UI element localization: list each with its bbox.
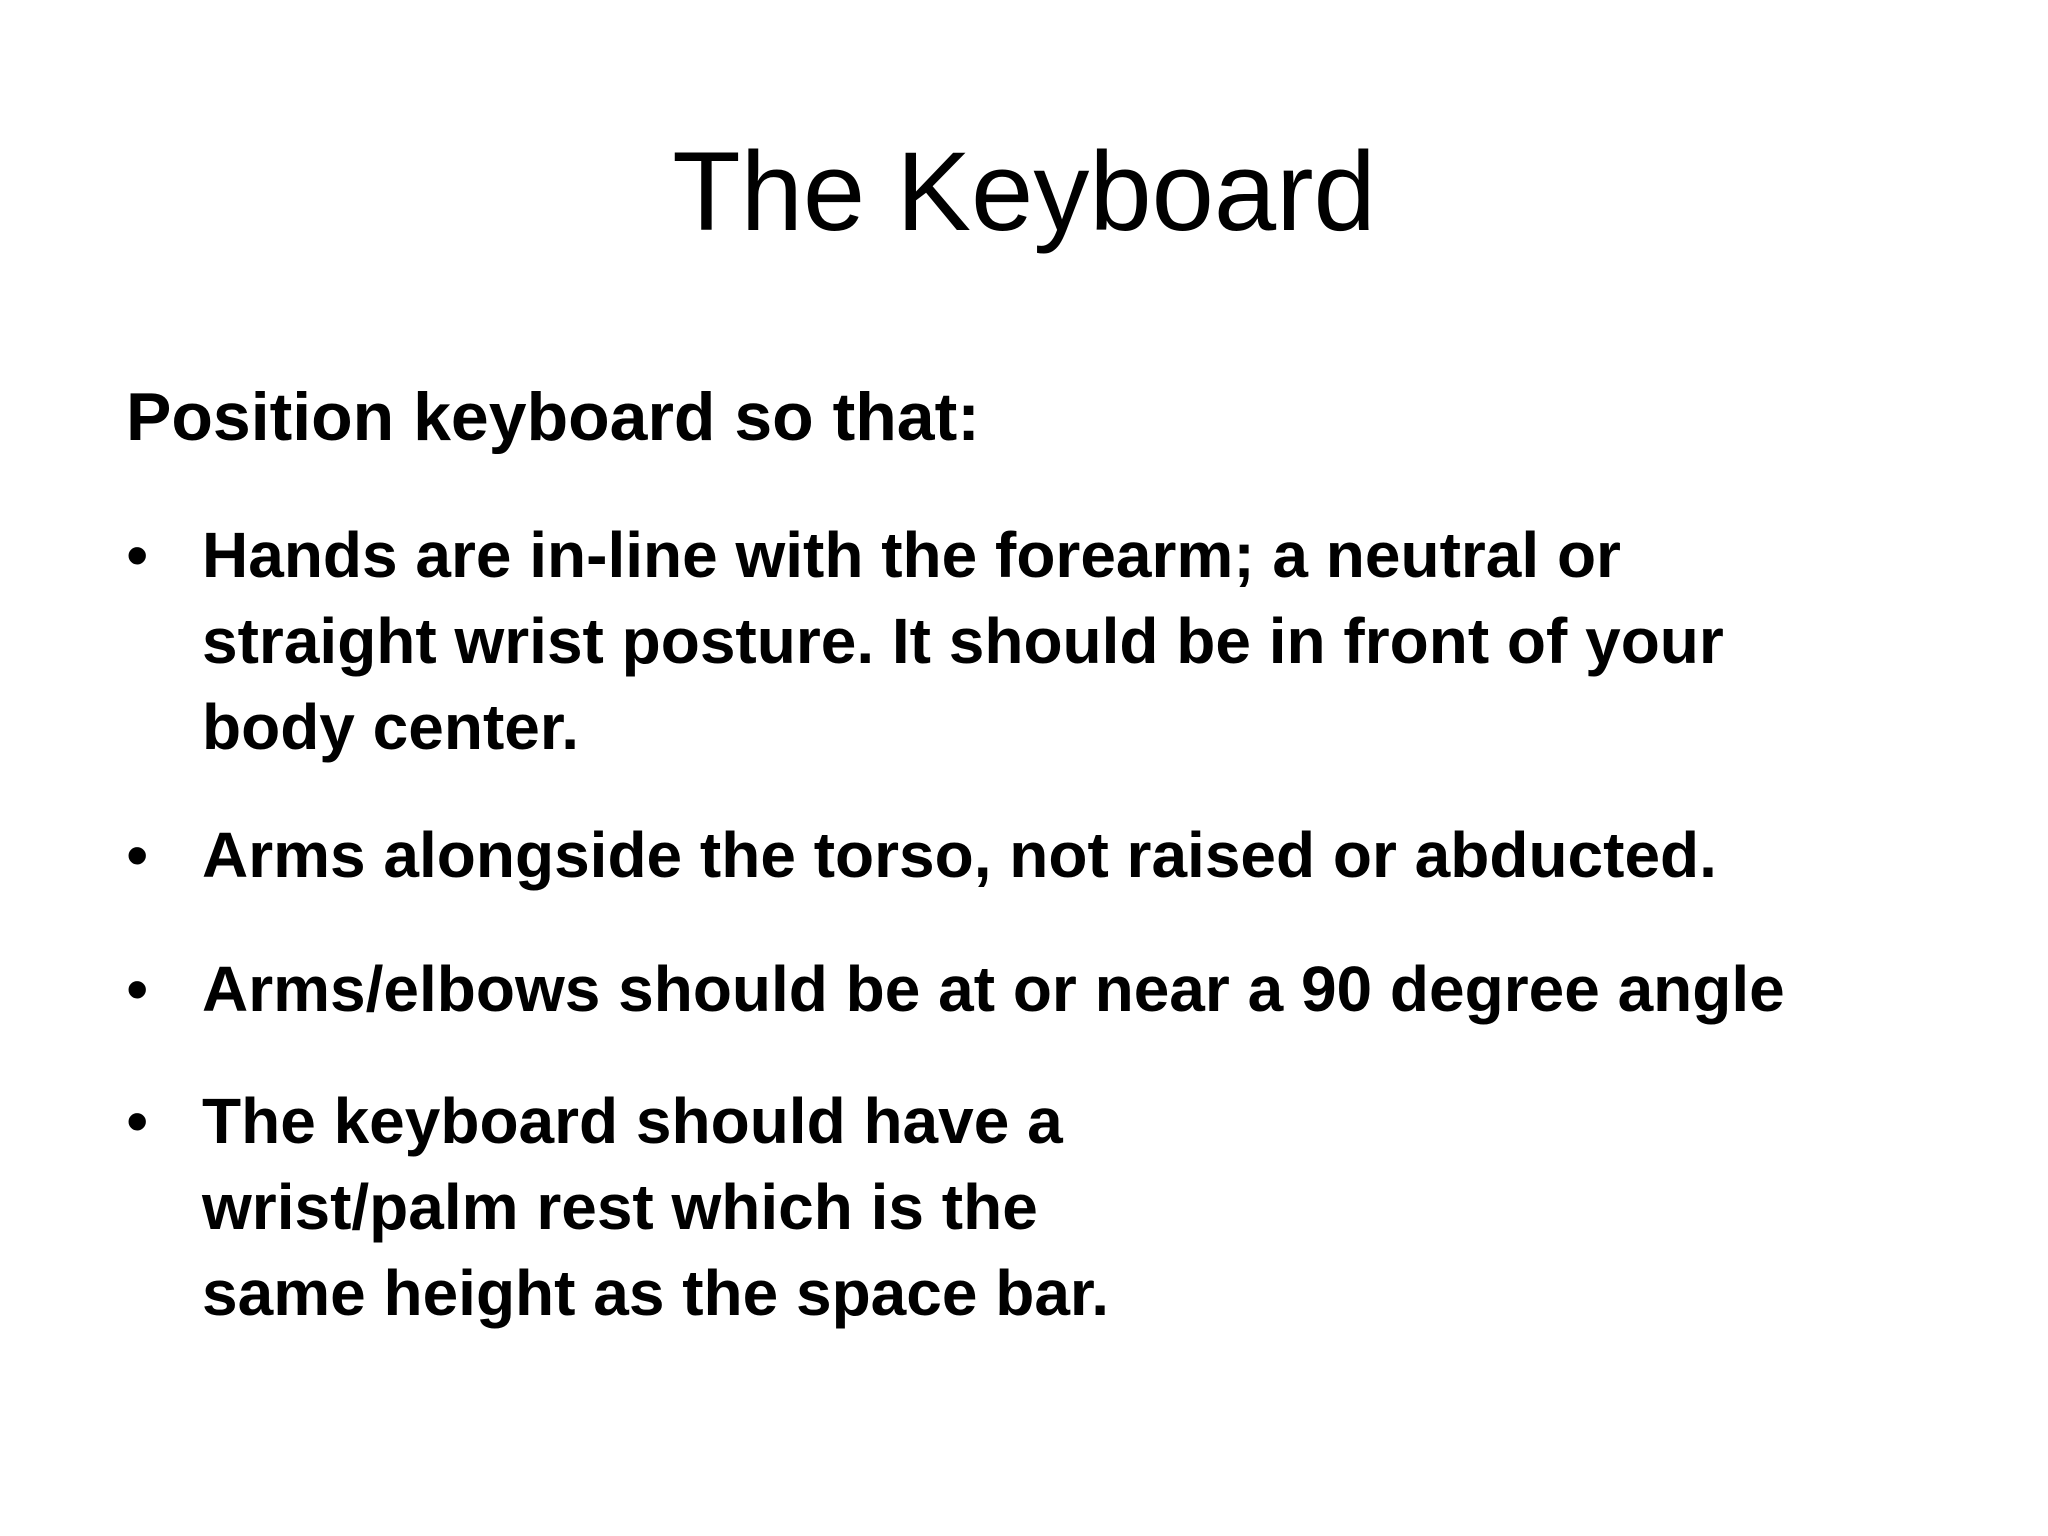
bullet-icon: • [126, 953, 149, 1025]
bullet-icon: • [126, 819, 149, 891]
bullet-text: Hands are in-line with the forearm; a neutral or straight wrist posture. It should be in front of your body center. [202, 519, 1724, 763]
slide-title: The Keyboard [672, 129, 1376, 254]
bullet-icon: • [126, 1085, 149, 1157]
bullet-text: The keyboard should have a wrist/palm rest which is the same height as the space bar. [202, 1085, 1110, 1329]
bullet-icon: • [126, 519, 149, 591]
bullet-text: Arms/elbows should be at or near a 90 degree angle [202, 953, 1785, 1025]
bullet-text: Arms alongside the torso, not raised or abducted. [202, 819, 1717, 891]
slide-subheading: Position keyboard so that: [126, 379, 980, 455]
